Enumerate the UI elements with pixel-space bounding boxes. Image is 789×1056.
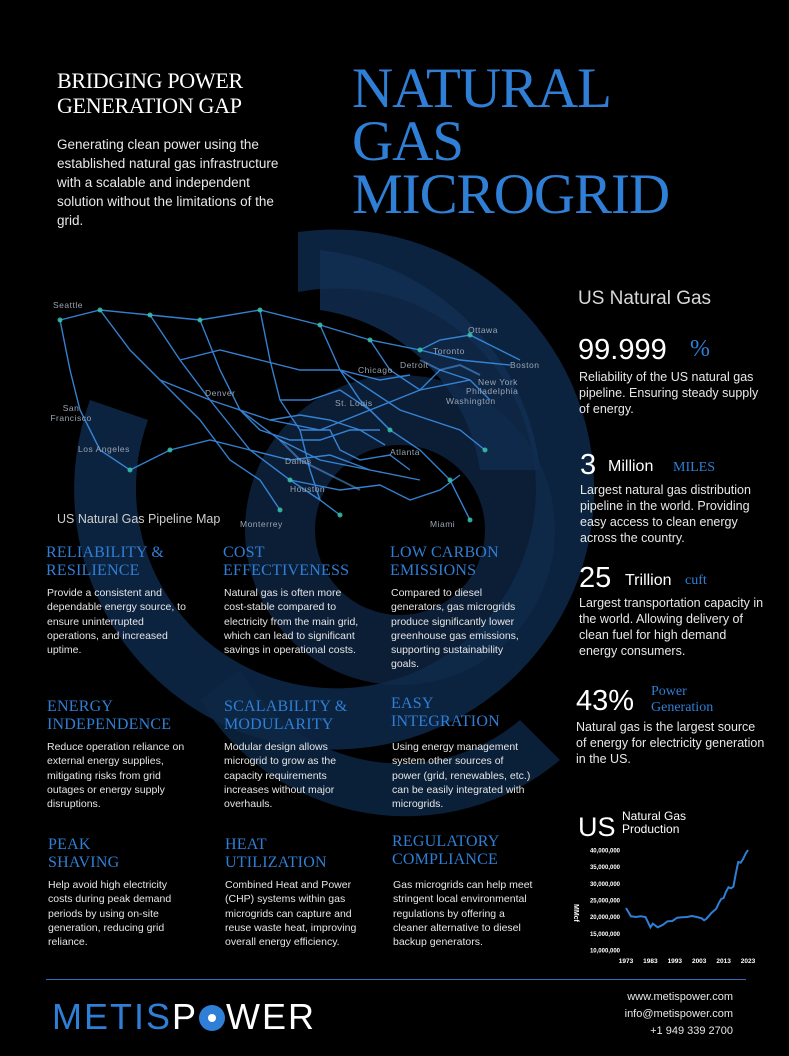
main-title-line2: GAS [352,110,464,173]
feature-title-scalability [224,698,347,734]
contact-email[interactable]: info@metispower.com [624,1008,733,1020]
stat-capacity-desc: Largest transportation capacity in the world. Allowing delivery of clean fuel for high demand energy consumers. [579,596,764,658]
stat-reliability-value: 99.999 [578,334,667,366]
bridge-title-line2: GENERATION GAP [57,93,242,118]
chart-y-tick-label: 30,000,000 [589,881,620,888]
map-city-label: Houston [290,484,326,494]
feature-title-integration [391,695,500,731]
feature-title-line: COST [223,544,265,561]
production-prefix: US [578,812,616,842]
map-caption: US Natural Gas Pipeline Map [57,512,221,526]
chart-y-tick-label: 20,000,000 [589,915,620,922]
chart-series-line [626,850,748,927]
stat-reliability-desc: Reliability of the US natural gas pipeline. Ensuring steady supply of energy. [579,370,759,416]
feature-text-peak: Help avoid high electricity costs during peak demand periods by using on-site generation, reducing grid reliance. [48,879,172,949]
feature-title-line: UTILIZATION [225,854,327,871]
feature-title-reliability [46,544,164,580]
feature-title-line: RELIABILITY & [46,544,164,561]
map-city-label: Detroit [400,360,429,370]
map-city-label: San Francisco [50,403,92,423]
feature-title-line: ENERGY [47,698,114,715]
footer-divider [46,979,746,980]
stats-title: US Natural Gas [578,288,712,309]
chart-x-tick-label: 1983 [643,958,658,965]
map-city-label: Miami [430,519,456,529]
feature-text-cost: Natural gas is often more cost-stable compared to electricity from the main grid, which can lead to significant savings in operational costs. [224,587,359,657]
map-city-label: Monterrey [240,519,283,529]
stat-capacity-unit: cuft [685,573,707,588]
chart-y-tick-label: 10,000,000 [589,948,620,955]
feature-text-independence: Reduce operation reliance on external energy supplies, mitigating risks from grid outages or energy supply disruptions. [47,741,185,811]
map-city-label: Toronto [433,346,465,356]
logo-text-part2: P [172,996,199,1037]
feature-text-scalability: Modular design allows microgrid to grow as the capacity requirements increases without major overhauls. [224,741,337,811]
chart-y-tick-label: 25,000,000 [589,898,620,905]
stat-capacity-value: 25 [579,562,612,594]
feature-title-line: INTEGRATION [391,713,500,730]
bridge-title [57,68,243,118]
feature-title-regulatory [392,833,500,869]
feature-title-emissions [390,544,499,580]
main-title-line3: MICROGRID [352,163,670,226]
feature-text-heat: Combined Heat and Power (CHP) systems within gas microgrids can capture and reuse waste heat, improving overall energy efficiency. [225,879,357,949]
feature-title-line: LOW CARBON [390,544,499,561]
stat-generation-unit-line1: Power [651,684,687,699]
chart-x-tick-label: 1973 [618,958,634,965]
map-city-label: Washington [446,396,496,406]
bridge-text: Generating clean power using the established natural gas infrastructure with a scalable and independent solution without the limitations of the grid. [57,137,279,228]
production-chart [572,842,760,967]
contact-phone[interactable]: +1 949 339 2700 [650,1025,733,1037]
chart-y-tick-label: 40,000,000 [589,848,620,855]
contact-website[interactable]: www.metispower.com [627,991,733,1003]
map-city-label: St. Louis [335,398,373,408]
stat-generation-unit [651,684,713,716]
bridge-title-line1: BRIDGING POWER [57,68,243,93]
feature-title-line: INDEPENDENCE [47,716,172,733]
stat-reliability-unit: % [690,336,710,362]
feature-title-line: COMPLIANCE [392,851,499,868]
feature-title-line: EMISSIONS [390,562,477,579]
feature-title-line: MODULARITY [224,716,334,733]
map-city-label: Dallas [285,456,312,466]
chart-y-ticks [590,849,621,955]
production-label [622,810,686,836]
chart-x-ticks [619,958,756,965]
feature-title-independence [47,698,171,734]
production-label-line2: Production [622,822,680,836]
stat-generation-unit-line2: Generation [651,700,714,715]
feature-title-heat [225,836,327,872]
stat-pipeline-value: 3 [580,449,597,481]
logo-power-icon [199,1005,225,1031]
production-label-line1: Natural Gas [622,809,687,823]
stat-pipeline-unit: MILES [673,460,715,475]
stat-pipeline-desc: Largest natural gas distribution pipeline in the world. Providing easy access to clean energy across the country. [580,483,751,545]
map-city-label: Boston [510,360,540,370]
map-city-label: Chicago [358,365,393,375]
feature-text-regulatory: Gas microgrids can help meet stringent local environmental regulations by offering a cleaner alternative to diesel backup generators. [393,879,533,949]
logo-text-part1: METIS [52,996,173,1037]
chart-x-tick-label: 2003 [691,958,707,965]
chart-x-tick-label: 2023 [740,958,756,965]
feature-text-integration: Using energy management system other sources of power (grid, renewables, etc.) can be easily integrated with microgrids. [392,741,531,811]
feature-title-line: REGULATORY [392,833,500,850]
feature-title-line: SCALABILITY & [224,698,348,715]
main-title-line1: NATURAL [352,57,611,120]
feature-text-emissions: Compared to diesel generators, gas microgrids produce significantly lower greenhouse gas emissions, supporting sustainability goals. [391,587,519,671]
map-city-label: New York [478,377,518,387]
map-city-label: Ottawa [468,325,498,335]
feature-title-line: PEAK [48,836,91,853]
stat-generation-value: 43% [576,685,635,717]
feature-title-cost [223,544,349,580]
feature-title-line: EFFECTIVENESS [223,562,350,579]
map-city-label: Denver [205,388,236,398]
feature-title-peak [48,836,119,872]
stat-generation-desc: Natural gas is the largest source of energy for electricity generation in the US. [576,720,765,766]
feature-text-reliability: Provide a consistent and dependable energy source, to ensure uninterrupted operations, and increased uptime. [47,587,186,657]
logo-text-part3: WER [226,996,317,1037]
map-city-label: Los Angeles [78,444,130,454]
feature-title-line: SHAVING [48,854,120,871]
map-city-label: Seattle [53,300,83,310]
stat-capacity-mid: Trillion [625,572,672,589]
chart-y-tick-label: 35,000,000 [589,865,620,872]
chart-x-tick-label: 1993 [667,958,683,965]
feature-title-line: EASY [391,695,434,712]
main-title [352,57,670,226]
feature-title-line: RESILIENCE [46,562,140,579]
stat-pipeline-mid: Million [608,458,654,475]
map-city-label: Atlanta [390,447,420,457]
chart-y-tick-label: 15,000,000 [589,931,620,938]
chart-x-tick-label: 2013 [716,958,731,965]
company-logo[interactable] [52,996,316,1038]
chart-y-label: MMcf [572,904,579,922]
map-city-label: Philadelphia [466,386,519,396]
feature-title-line: HEAT [225,836,267,853]
